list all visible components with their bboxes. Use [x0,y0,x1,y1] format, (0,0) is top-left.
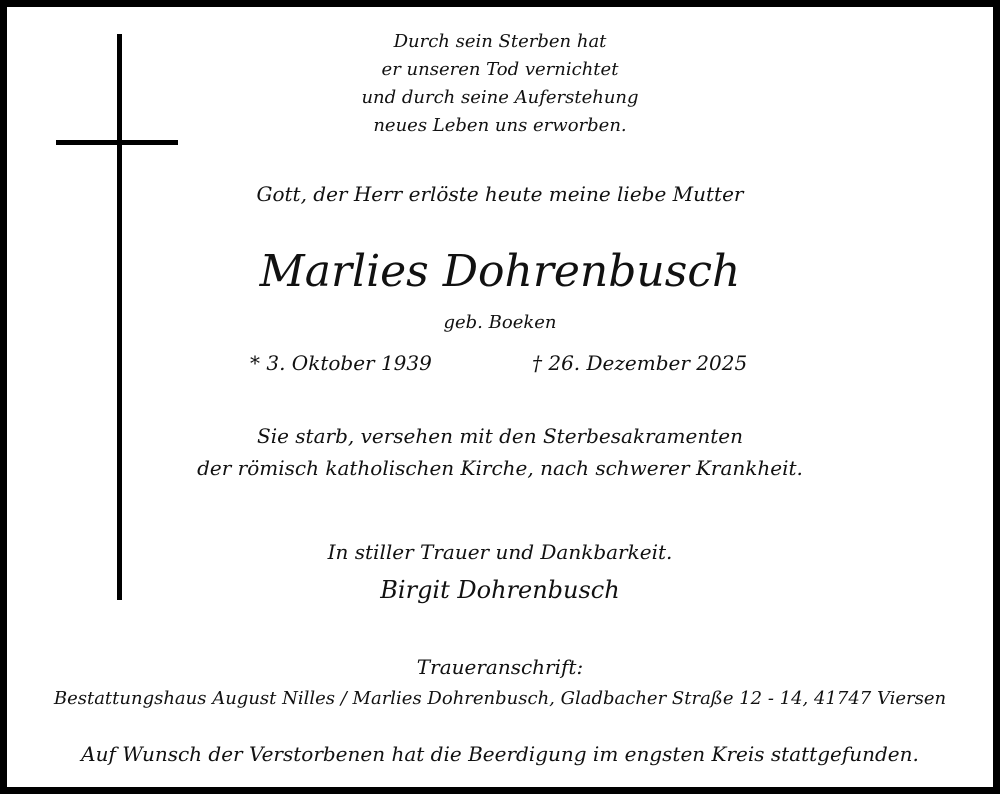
birth-date: * 3. Oktober 1939 [250,351,432,375]
death-date: † 26. Dezember 2025 [532,351,748,375]
closing-text: In stiller Trauer und Dankbarkeit. [327,540,673,564]
verse-line-1: Durch sein Sterben hat [393,31,607,52]
cross-icon-horizontal [56,140,178,145]
signer-name: Birgit Dohrenbusch [380,576,620,604]
statement-line-1: Sie starb, versehen mit den Sterbesakramenten [257,424,743,448]
address-label: Traueranschrift: [416,655,584,679]
maiden-name: geb. Boeken [443,312,557,333]
verse-line-4: neues Leben uns erworben. [373,115,627,136]
deceased-name: Marlies Dohrenbusch [259,246,741,297]
intro-text: Gott, der Herr erlöste heute meine liebe Mutter [256,182,744,206]
burial-note: Auf Wunsch der Verstorbenen hat die Beerdigung im engsten Kreis stattgefunden. [81,742,919,766]
statement-line-2: der römisch katholischen Kirche, nach schwerer Krankheit. [197,456,803,480]
verse-line-3: und durch seine Auferstehung [361,87,639,108]
verse-line-2: er unseren Tod vernichtet [381,59,619,80]
address-text: Bestattungshaus August Nilles / Marlies Dohrenbusch, Gladbacher Straße 12 - 14, 41747 Viersen [53,688,947,709]
